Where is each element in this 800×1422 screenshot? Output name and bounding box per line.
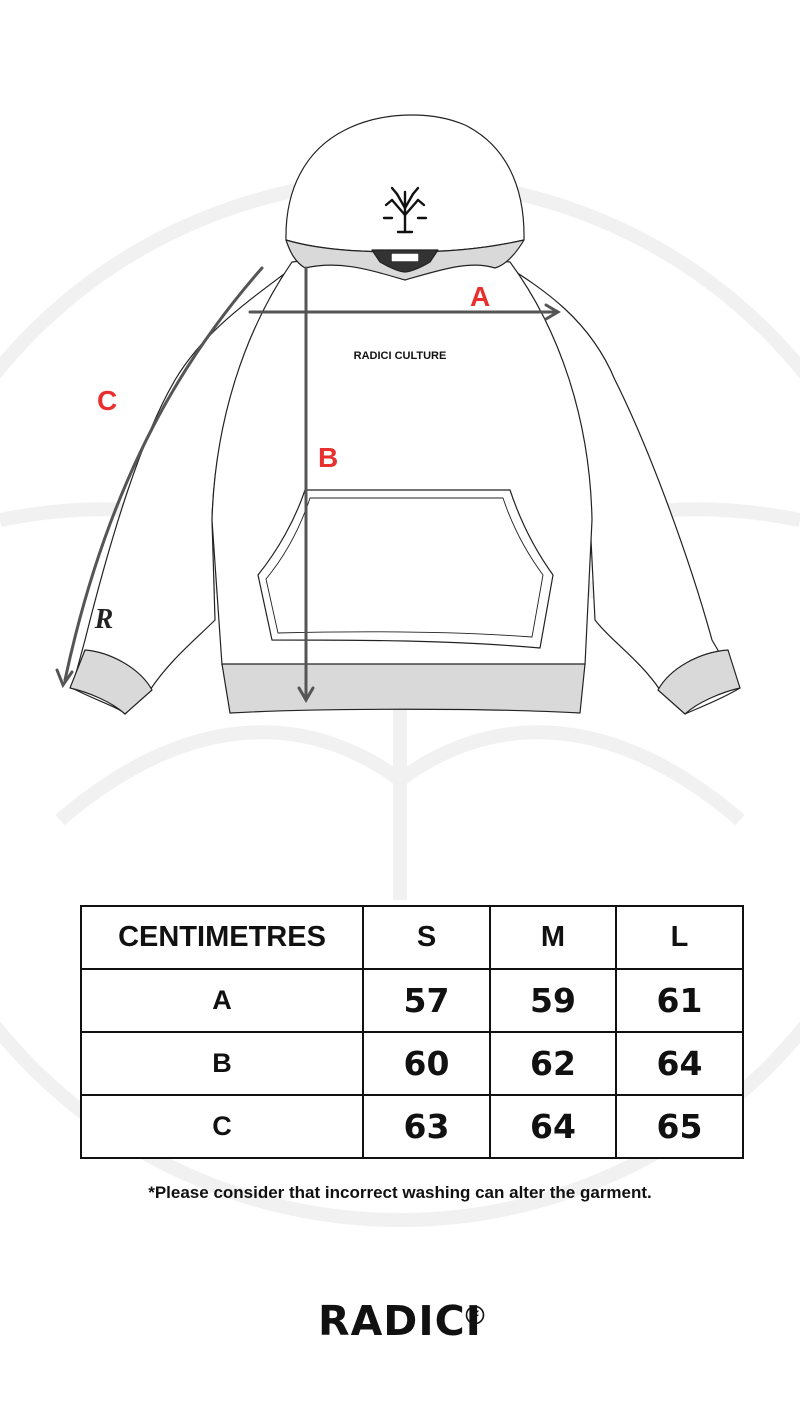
- size-table: [80, 905, 744, 1159]
- header-size-s: S: [363, 906, 490, 969]
- cell-value: 61: [616, 969, 743, 1032]
- label-b: B: [318, 442, 339, 473]
- chest-print-text: RADICI CULTURE: [353, 350, 447, 362]
- size-chart: [80, 905, 742, 1159]
- hem-band: [222, 664, 585, 713]
- cell-value: 63: [363, 1095, 490, 1158]
- header-unit: CENTIMETRES: [81, 906, 363, 969]
- sleeve-mark: R: [94, 604, 114, 635]
- table-header-row: [81, 906, 743, 969]
- label-a: A: [470, 281, 491, 312]
- header-size-m: M: [490, 906, 616, 969]
- registered-tree-mark-icon: [465, 1305, 485, 1325]
- label-c: C: [97, 385, 118, 416]
- row-label: B: [81, 1032, 363, 1095]
- cell-value: 59: [490, 969, 616, 1032]
- cell-value: 65: [616, 1095, 743, 1158]
- brand-logo: RADICI: [318, 1297, 482, 1345]
- cell-value: 60: [363, 1032, 490, 1095]
- header-size-l: L: [616, 906, 743, 969]
- row-label: A: [81, 969, 363, 1032]
- table-row: [81, 1032, 743, 1095]
- washing-note: *Please consider that incorrect washing can alter the garment.: [148, 1183, 652, 1202]
- table-row: [81, 969, 743, 1032]
- cell-value: 57: [363, 969, 490, 1032]
- neck-label: [392, 254, 418, 261]
- cell-value: 64: [616, 1032, 743, 1095]
- cell-value: 62: [490, 1032, 616, 1095]
- cell-value: 64: [490, 1095, 616, 1158]
- row-label: C: [81, 1095, 363, 1158]
- table-row: [81, 1095, 743, 1158]
